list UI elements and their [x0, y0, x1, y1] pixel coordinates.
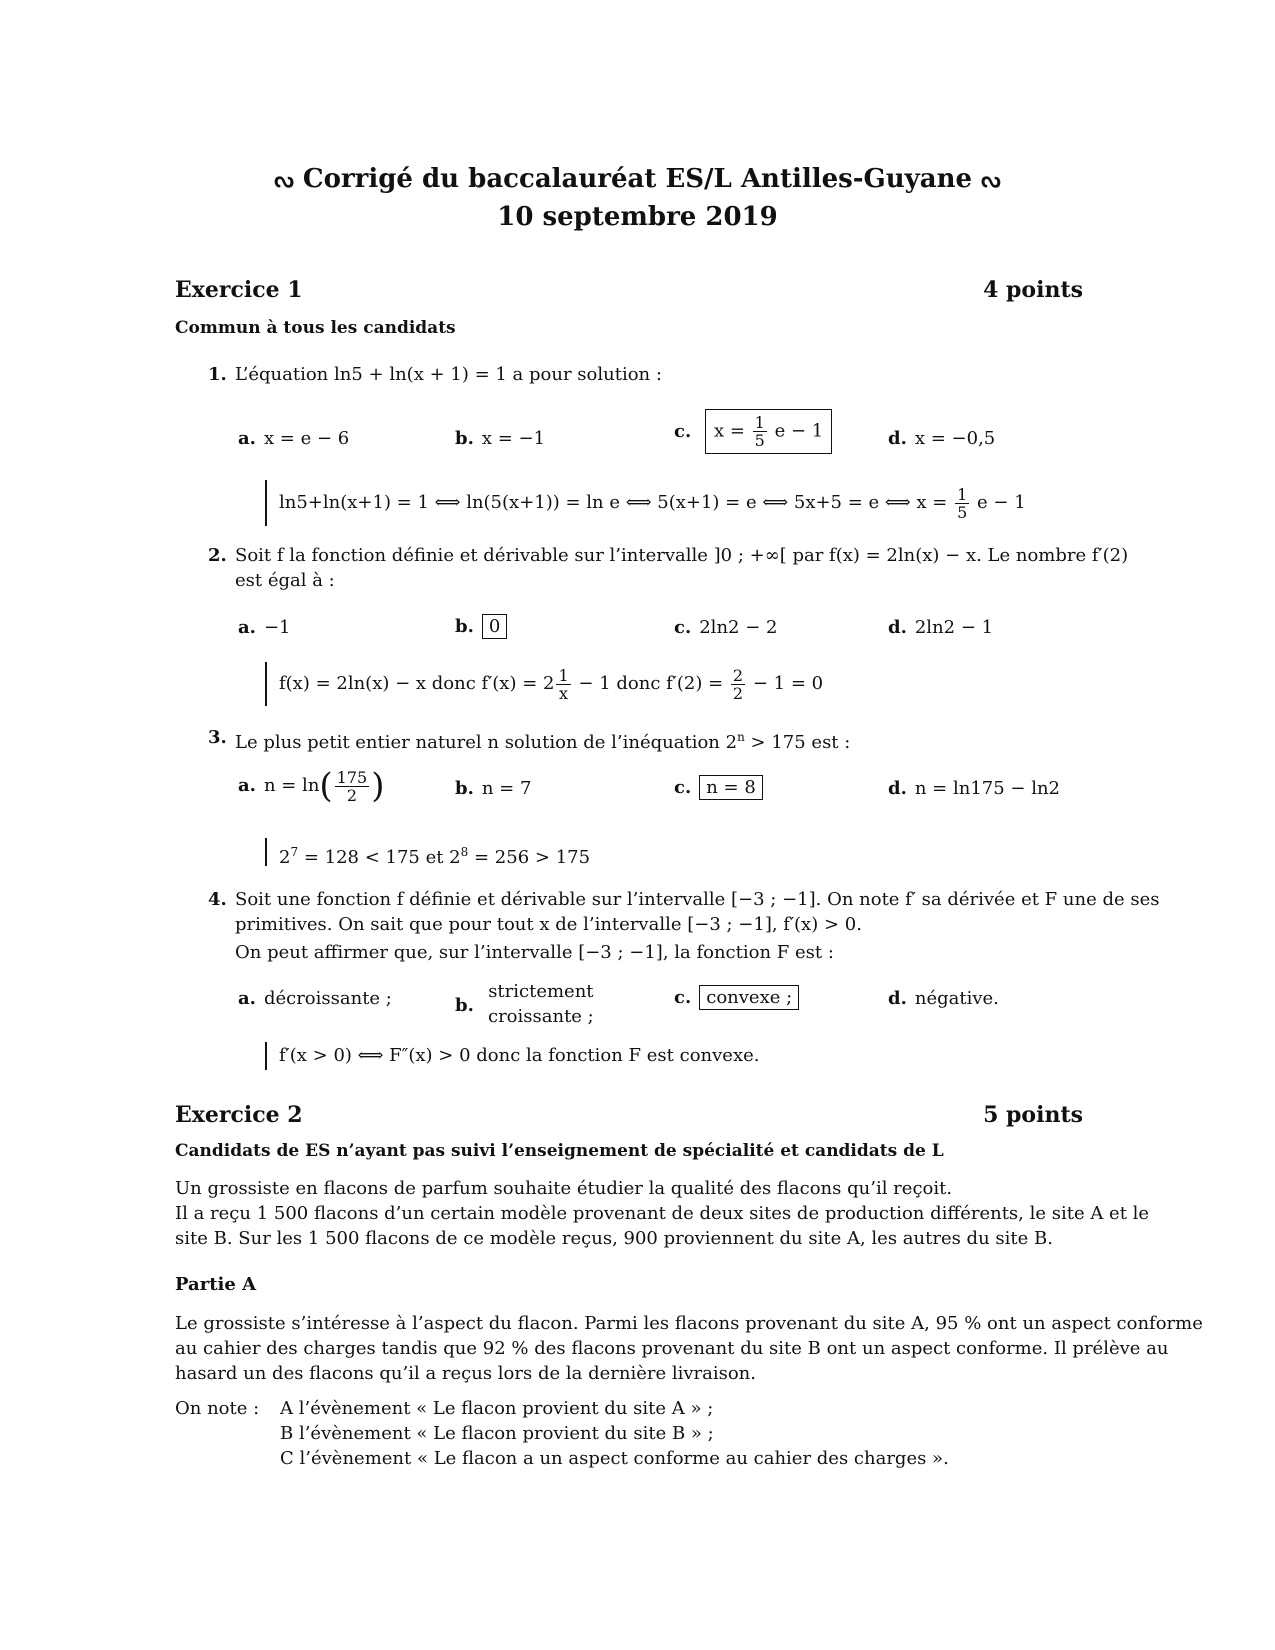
q2-option-b: b. 0: [455, 614, 507, 639]
q3-option-b: b. n = 7: [455, 778, 532, 799]
q1-number: 1.: [208, 364, 227, 385]
exercise2-points: 5 points: [983, 1102, 1083, 1128]
q4-text-line3: On peut affirmer que, sur l’intervalle [−3 ; −1], la fonction F est :: [235, 942, 834, 963]
q2-option-c: c. 2ln2 − 2: [674, 617, 778, 638]
q4-option-d: d. négative.: [888, 988, 999, 1009]
q2-option-d: d. 2ln2 − 1: [888, 617, 994, 638]
on-note-label: On note :: [175, 1398, 260, 1419]
q4-option-b: strictement croissante ;: [488, 981, 594, 1027]
event-c: C l’évènement « Le flacon a un aspect conforme au cahier des charges ».: [280, 1448, 949, 1469]
q3-option-c: c. n = 8: [674, 775, 763, 800]
exercise1-points: 4 points: [983, 277, 1083, 303]
q3-solution: $2^7 = 128 < 175$ et $2^8 = 256 > 175$: [265, 838, 590, 866]
exercise1-heading: Exercice 1: [175, 277, 303, 303]
q4-correct-answer-box: convexe ;: [699, 985, 799, 1010]
exercise2-intro-line3: site B. Sur les 1 500 flacons de ce modèle reçus, 900 proviennent du site A, les autres du site B.: [175, 1228, 1053, 1249]
q3-option-a: a. n = ln( $\frac{175}{2}$ ): [238, 766, 385, 806]
page-title: [0, 164, 1275, 194]
exercise2-intro-line2: Il a reçu 1 500 flacons d’un certain modèle provenant de deux sites de production différents, le site A et le: [175, 1203, 1150, 1224]
q4-option-c: c. convexe ;: [674, 985, 799, 1010]
q1-option-b: b. x = −1: [455, 428, 546, 449]
q4-option-a: a. décroissante ;: [238, 988, 392, 1009]
q1-option-a: a. x = e − 6: [238, 428, 350, 449]
exercise2-intro-line1: Un grossiste en flacons de parfum souhaite étudier la qualité des flacons qu’il reçoit.: [175, 1178, 953, 1199]
exercise2-heading: Exercice 2: [175, 1102, 303, 1128]
event-b: B l’évènement « Le flacon provient du site B » ;: [280, 1423, 714, 1444]
q3-text: Le plus petit entier naturel n solution de l’inéquation $2^n > 175$ est :: [235, 730, 851, 753]
ornament-right-icon: ᔓ: [981, 167, 1001, 193]
q1-correct-answer-box: x = $\frac{1}{5}$ e − 1: [705, 409, 832, 454]
q4-text-line1: Soit une fonction f définie et dérivable sur l’intervalle [−3 ; −1]. On note f′ sa dérivée et F une de ses: [235, 889, 1160, 910]
q2-solution: f(x) = 2ln(x) − x donc f′(x) = 2 $\frac{1}{x}$ − 1 donc f′(2) = $\frac{2}{2}$ − 1 = 0: [265, 662, 823, 706]
q1-text: L’équation ln5 + ln(x + 1) = 1 a pour solution :: [235, 364, 662, 385]
q1-option-d: d. x = −0,5: [888, 428, 996, 449]
ornament-left-icon: ᔓ: [274, 167, 294, 193]
q4-number: 4.: [208, 889, 227, 910]
q1-option-c: c. x = $\frac{1}{5}$ e − 1: [674, 409, 832, 454]
q3-option-d: d. n = ln175 − ln2: [888, 778, 1061, 799]
partie-a-line1: Le grossiste s’intéresse à l’aspect du flacon. Parmi les flacons provenant du site A, 95 % ont un aspect conforme: [175, 1313, 1203, 1334]
q3-number: 3.: [208, 727, 227, 748]
event-a: A l’évènement « Le flacon provient du site A » ;: [280, 1398, 714, 1419]
partie-a-line3: hasard un des flacons qu’il a reçus lors de la dernière livraison.: [175, 1363, 756, 1384]
exercise2-subtitle: Candidats de ES n’ayant pas suivi l’enseignement de spécialité et candidats de L: [175, 1141, 944, 1161]
q4-option-b-label: b.: [455, 995, 474, 1016]
q2-number: 2.: [208, 545, 227, 566]
q2-correct-answer-box: 0: [482, 614, 507, 639]
partie-a-line2: au cahier des charges tandis que 92 % des flacons provenant du site B ont un aspect conforme. Il prélève au: [175, 1338, 1169, 1359]
q1-solution: ln5+ln(x+1) = 1 ⟺ ln(5(x+1)) = ln e ⟺ 5(x+1) = e ⟺ 5x+5 = e ⟺ x = $\frac{1}{5}$ e − 1: [265, 480, 1026, 526]
partie-a-heading: Partie A: [175, 1274, 257, 1295]
q2-text-line1: Soit f la fonction définie et dérivable sur l’intervalle ]0 ; +∞[ par f(x) = 2ln(x) − x. Le nombre f′(2): [235, 545, 1129, 566]
q2-option-a: a. −1: [238, 617, 291, 638]
exercise1-subtitle: Commun à tous les candidats: [175, 318, 456, 338]
q3-correct-answer-box: n = 8: [699, 775, 763, 800]
q4-solution: f′(x > 0) ⟺ F″(x) > 0 donc la fonction F est convexe.: [265, 1042, 759, 1070]
q4-text-line2: primitives. On sait que pour tout x de l’intervalle [−3 ; −1], f′(x) > 0.: [235, 914, 862, 935]
q2-text-line2: est égal à :: [235, 570, 335, 591]
page-date: 10 septembre 2019: [497, 202, 778, 232]
title-text: Corrigé du baccalauréat ES/L Antilles-Guyane: [302, 164, 973, 194]
